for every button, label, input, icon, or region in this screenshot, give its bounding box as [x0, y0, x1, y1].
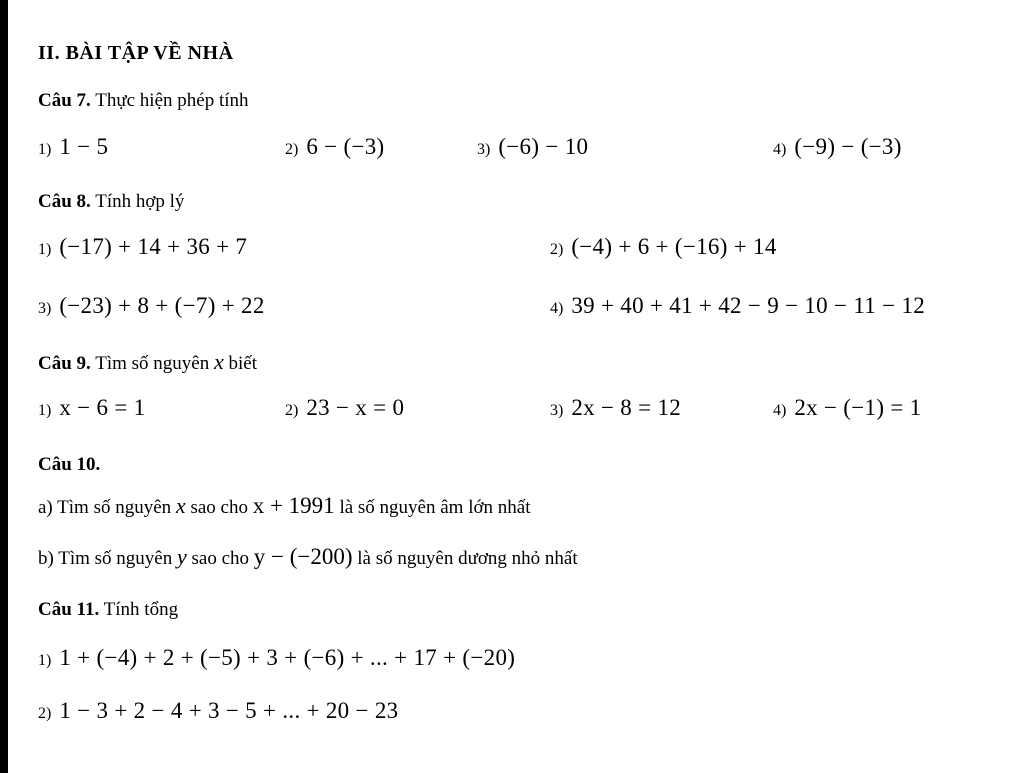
q7-item-2: [285, 134, 385, 160]
item-number: 4): [773, 141, 787, 158]
item-expression: 39 + 40 + 41 + 42 − 9 − 10 − 11 − 12: [571, 293, 926, 318]
question-8-text: Tính hợp lý: [95, 191, 185, 212]
item-expression: 1 − 3 + 2 − 4 + 3 − 5 + ... + 20 − 23: [59, 698, 399, 723]
question-9-variable: x: [213, 349, 224, 374]
item-expression: x − 6 = 1: [59, 395, 146, 420]
item-number: 1): [38, 402, 52, 419]
question-7-label: Câu 7.: [38, 90, 91, 111]
q11-item-1: [38, 645, 515, 671]
q8-item-3: [38, 293, 265, 319]
item-expression: (−17) + 14 + 36 + 7: [59, 234, 248, 259]
item-expression: (−4) + 6 + (−16) + 14: [571, 234, 777, 259]
q11-item-2: [38, 698, 398, 724]
item-expression: 6 − (−3): [306, 134, 385, 159]
item-expression: (−9) − (−3): [794, 134, 902, 159]
item-number: 1): [38, 652, 52, 669]
question-10-heading: [38, 454, 100, 476]
item-number: 2): [38, 705, 52, 722]
question-9-label: Câu 9.: [38, 353, 91, 374]
item-number: 2): [285, 141, 299, 158]
q10b-suffix: là số nguyên dương nhỏ nhất: [357, 548, 578, 569]
q7-item-1: [38, 134, 108, 160]
q10a-prefix: a) Tìm số nguyên: [38, 497, 172, 518]
item-number: 2): [285, 402, 299, 419]
q8-item-2: [550, 234, 777, 260]
question-10a: [38, 493, 530, 519]
question-10b: [38, 544, 578, 570]
question-11-label: Câu 11.: [38, 599, 100, 620]
item-number: 1): [38, 141, 52, 158]
item-expression: 1 − 5: [59, 134, 109, 159]
q10a-suffix: là số nguyên âm lớn nhất: [339, 497, 531, 518]
item-number: 3): [38, 300, 52, 317]
item-number: 3): [550, 402, 564, 419]
item-expression: (−6) − 10: [498, 134, 589, 159]
item-expression: 2x − (−1) = 1: [794, 395, 922, 420]
document-page: [8, 0, 1024, 773]
q8-item-1: [38, 234, 247, 260]
question-11-text: Tính tổng: [103, 599, 179, 620]
q9-item-4: [773, 395, 921, 421]
question-7-heading: [38, 90, 249, 112]
item-number: 4): [773, 402, 787, 419]
section-title: II. BÀI TẬP VỀ NHÀ: [38, 42, 234, 64]
q9-item-1: [38, 395, 145, 421]
question-9-text: Tìm số nguyên: [95, 353, 210, 374]
item-expression: 1 + (−4) + 2 + (−5) + 3 + (−6) + ... + 17 + (−20): [59, 645, 516, 670]
question-8-heading: [38, 191, 184, 213]
question-8-label: Câu 8.: [38, 191, 91, 212]
question-10-label: Câu 10.: [38, 454, 101, 475]
q9-item-2: [285, 395, 404, 421]
question-7-text: Thực hiện phép tính: [95, 90, 249, 111]
question-9-text-after: biết: [228, 353, 257, 374]
q10a-mid: sao cho: [190, 497, 248, 518]
q10b-variable: y: [176, 544, 187, 569]
q10b-prefix: b) Tìm số nguyên: [38, 548, 173, 569]
q10a-expression: x + 1991: [252, 493, 335, 518]
item-expression: 2x − 8 = 12: [571, 395, 682, 420]
item-number: 1): [38, 241, 52, 258]
question-11-heading: [38, 599, 178, 621]
q10b-mid: sao cho: [191, 548, 250, 569]
left-border: [0, 0, 8, 773]
q10a-variable: x: [175, 493, 186, 518]
q7-item-3: [477, 134, 588, 160]
question-9-heading: [38, 349, 257, 375]
item-number: 2): [550, 241, 564, 258]
q9-item-3: [550, 395, 681, 421]
q10b-expression: y − (−200): [253, 544, 353, 569]
q8-item-4: [550, 293, 925, 319]
item-number: 3): [477, 141, 491, 158]
item-expression: 23 − x = 0: [306, 395, 405, 420]
q7-item-4: [773, 134, 902, 160]
item-number: 4): [550, 300, 564, 317]
item-expression: (−23) + 8 + (−7) + 22: [59, 293, 265, 318]
